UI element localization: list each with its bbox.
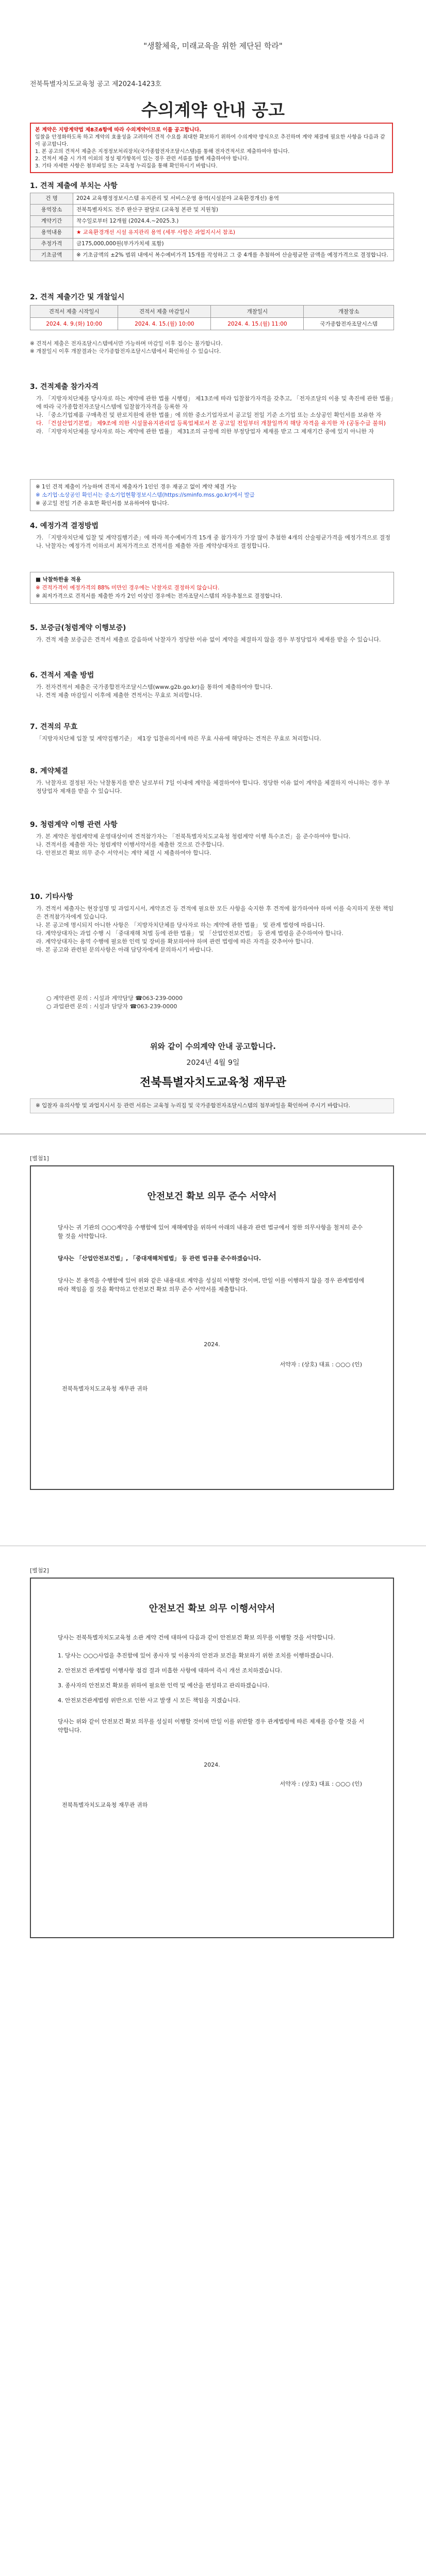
note-line: ※ 견적서 제출은 전자조달시스템에서만 가능하며 마감일 이후 접수는 불가합니다. <box>30 341 223 347</box>
section-title: 2. 견적 제출기간 및 개찰일시 <box>30 293 125 301</box>
list-item: 가. 「지방자치단체 입찰 및 계약집행기준」에 따라 복수예비가격 15개 중 참가자가 가장 많이 추첨한 4개의 산술평균가격을 예정가격으로 결정 <box>36 534 390 541</box>
slogan: "생활체육, 미래교육을 위한 제단된 학라" <box>143 41 283 50</box>
notice-line: 3. 기타 자세한 사항은 첨부파일 또는 교육청 누리집을 통해 확인하시기 바랍니다. <box>35 163 218 169</box>
document-number: 전북특별자치도교육청 공고 제2024-1423호 <box>30 80 161 88</box>
form-recipient: 전북특별자치도교육청 재무관 귀하 <box>62 1802 148 1808</box>
note-block <box>30 340 394 355</box>
contact-line: ○ 계약관련 문의 : 시설과 계약담당 ☎063-239-0000 <box>46 995 183 1002</box>
list-item: 나. 견적서를 제출한 자는 청렴계약 이행서약서를 제출한 것으로 간주합니다. <box>36 841 224 848</box>
list-item: 마. 본 공고와 관련된 문의사항은 아래 담당자에게 문의하시기 바랍니다. <box>36 946 214 953</box>
section-title: 10. 기타사항 <box>30 893 73 901</box>
pricing-list <box>36 534 394 550</box>
notice-line: 본 계약은 지방계약법 제8조6항에 따라 수의계약이므로 이를 공고합니다. <box>35 127 202 133</box>
list-item: 나. 낙찰자는 예정가격 이하로서 최저가격으로 견적서를 제출한 자를 계약상대자로 결정합니다. <box>36 543 270 549</box>
list-item: 가. 전자견적서 제출은 국가종합전자조달시스템(www.g2b.go.kr)을 통하여 제출하여야 합니다. <box>36 684 273 690</box>
box-title: ■ 낙찰하한율 적용 <box>36 577 81 583</box>
section-title: 9. 청렴계약 이행 관련 사항 <box>30 821 118 829</box>
form-item: 2. 안전보건 관계법령 이행사항 점검 결과 미흡한 사항에 대하여 즉시 개선 조치하겠습니다. <box>58 1667 282 1674</box>
section-title: 7. 견적의 무효 <box>30 723 78 731</box>
table-header-cell: 개찰일시 <box>211 306 304 318</box>
form-item: 1. 당사는 ○○○사업을 추진함에 있어 종사자 및 이용자의 안전과 보건을 확보하기 위한 조치를 이행하겠습니다. <box>58 1652 334 1659</box>
integrity-list <box>36 833 394 857</box>
section-title: 4. 예정가격 결정방법 <box>30 522 99 530</box>
list-item: 다. 「건설산업기본법」 제9조에 의한 시설물유지관리업 등록업체로서 본 공고일 전일부터 개찰일까지 해당 자격을 유지한 자 (공동수급 불허) <box>36 420 386 427</box>
contract-info-table <box>30 193 394 261</box>
table-row <box>30 239 394 250</box>
paragraph: 가. 견적 제출 보증금은 견적서 제출로 갈음하며 낙찰자가 정당한 이유 없이 계약을 체결하지 않을 경우 부정당업자 제재를 받을 수 있습니다. <box>36 636 381 643</box>
form-title: 안전보건 확보 의무 준수 서약서 <box>147 1191 277 1202</box>
eligibility-list <box>36 395 394 436</box>
note-line: ※ 1인 견적 제출이 가능하며 견적서 제출자가 1인인 경우 재공고 없이 계약 체결 가능 <box>36 484 237 490</box>
lower-limit-box <box>30 572 394 604</box>
form-title: 안전보건 확보 의무 이행서약서 <box>149 1603 275 1614</box>
eligibility-note-box <box>30 479 394 511</box>
list-item: 라. 「지방자치단체를 당사자로 하는 계약에 관한 법률」 제31조의 규정에 의한 부정당업자 제재를 받고 그 제재기간 중에 있지 아니한 자 <box>36 428 374 435</box>
submission-list <box>36 683 394 700</box>
table-header-row <box>30 306 394 318</box>
note-line: ※ 최저가격으로 견적서를 제출한 자가 2인 이상인 경우에는 전자조달시스템의 자동추첨으로 결정합니다. <box>36 593 283 599</box>
note-line: ※ 개찰일시 이후 개찰결과는 국가종합전자조달시스템에서 확인하실 수 있습니다. <box>30 348 221 354</box>
table-cell: 2024. 4. 15.(월) 10:00 <box>118 318 211 330</box>
table-row <box>30 227 394 239</box>
page-title: 수의계약 안내 공고 <box>141 100 285 120</box>
form-date: 2024. <box>204 1761 220 1768</box>
table-row <box>30 193 394 205</box>
table-header-cell: 용역장소 <box>30 205 73 216</box>
table-cell: 2024. 4. 9.(화) 10:00 <box>30 318 118 330</box>
list-item: 다. 계약상대자는 과업 수행 시 「중대재해 처벌 등에 관한 법률」 및 「산업안전보건법」 등 관계 법령을 준수하여야 합니다. <box>36 930 343 937</box>
table-cell: 착수일로부터 12개월 (2024.4.~2025.3.) <box>73 216 394 227</box>
attachment-tag: [별첨2] <box>30 1567 49 1574</box>
table-row <box>30 318 394 330</box>
notice-line: 1. 본 공고의 견적서 제출은 지정정보처리장치(국가종합전자조달시스템)를 통해 전자견적서로 제출하여야 합니다. <box>35 149 290 155</box>
section-title: 1. 견적 제출에 부치는 사항 <box>30 182 118 190</box>
note-line: ※ 공고일 전일 기준 유효한 확인서를 보유하여야 합니다. <box>36 500 169 506</box>
table-cell: 2024. 4. 15.(월) 11:00 <box>211 318 304 330</box>
closing-text: 위와 같이 수의계약 안내 공고합니다. <box>150 1042 276 1051</box>
notice-box <box>30 123 393 173</box>
note-line: ※ 견적가격이 예정가격의 88% 미만인 경우에는 낙찰자로 결정하지 않습니다. <box>36 585 220 591</box>
list-item: 가. 「지방자치단체를 당사자로 하는 계약에 관한 법률 시행령」 제13조에 따라 입찰참가자격을 갖추고, 「전자조달의 이용 및 촉진에 관한 법률」에 따라 국가종합전자조달시스템에 입찰참가자격을 등록한 자 <box>36 395 394 410</box>
table-cell: 국가종합전자조달시스템 <box>304 318 394 330</box>
schedule-table <box>30 305 394 330</box>
form-signature: 서약자 : (상호) 대표 : ○○○ (인) <box>280 1781 362 1787</box>
paragraph: 가. 낙찰자로 결정된 자는 낙찰통지를 받은 날로부터 7일 이내에 계약을 체결하여야 합니다. 정당한 이유 없이 계약을 체결하지 아니하는 경우 부정당업자 제재를 받을 수 있습니다. <box>36 779 390 794</box>
list-item: 나. 본 공고에 명시되지 아니한 사항은 「지방자치단체를 당사자로 하는 계약에 관한 법률」 및 관계 법령에 따릅니다. <box>36 922 325 928</box>
table-header-cell: 계약기간 <box>30 216 73 227</box>
footer-note-box: ※ 입찰자 유의사항 및 과업지시서 등 관련 서류는 교육청 누리집 및 국가종합전자조달시스템의 첨부파일을 확인하여 주시기 바랍니다. <box>30 1098 394 1113</box>
form-paragraph: 당사는 위와 같이 안전보건 확보 의무를 성실히 이행할 것이며 만일 이를 위반할 경우 관계법령에 따른 제재를 감수할 것을 서약합니다. <box>58 1718 365 1734</box>
section-title: 6. 견적서 제출 방법 <box>30 671 94 680</box>
form-paragraph: 당사는 본 용역을 수행함에 있어 위와 같은 내용대로 계약을 성실히 이행할 것이며, 만일 이를 이행하지 않을 경우 관계법령에 따라 책임을 질 것을 확약하고 안전보건 확보 의무 준수 서약서를 제출합니다. <box>58 1277 365 1293</box>
contact-list <box>46 994 394 1011</box>
form-paragraph: 당사는 전북특별자치도교육청 소관 계약 건에 대하여 다음과 같이 안전보건 확보 의무를 이행할 것을 서약합니다. <box>58 1634 335 1641</box>
signature: 전북특별자치도교육청 재무관 <box>140 1076 286 1089</box>
form-date: 2024. <box>204 1341 220 1348</box>
list-item: 가. 본 계약은 청렴계약제 운영대상이며 견적참가자는 「전북특별자치도교육청 청렴계약 이행 특수조건」을 준수하여야 합니다. <box>36 833 351 840</box>
contact-line: ○ 과업관련 문의 : 시설과 담당자 ☎063-239-0000 <box>46 1003 177 1010</box>
table-row <box>30 205 394 216</box>
table-cell: 전북특별자치도 전주 완산구 팔달로 (교육청 본관 및 지원청) <box>73 205 394 216</box>
notice-date: 2024년 4월 9일 <box>186 1059 240 1067</box>
list-item: 다. 안전보건 확보 의무 준수 서약서는 계약 체결 시 제출하여야 합니다. <box>36 850 211 856</box>
form-signature: 서약자 : (상호) 대표 : ○○○ (인) <box>280 1361 362 1368</box>
section-title: 3. 견적제출 참가자격 <box>30 383 99 391</box>
table-cell: 금175,000,000원(부가가치세 포함) <box>73 239 394 250</box>
attachment-tag: [별첨1] <box>30 1155 49 1162</box>
table-header-cell: 견적서 제출 시작일시 <box>30 306 118 318</box>
table-header-cell: 용역내용 <box>30 227 73 239</box>
page-divider <box>0 1133 426 1134</box>
table-header-cell: 추정가격 <box>30 239 73 250</box>
note-line: ※ 소기업·소상공인 확인서는 중소기업현황정보시스템(https://sminfo.mss.go.kr)에서 발급 <box>36 492 255 498</box>
notice-line: 입찰을 안정화하도록 하고 계약의 효율성을 고려하여 견적 수요를 최대한 확보하기 위하여 수의계약 방식으로 추진하며 계약 체결에 필요한 사항을 다음과 같이 공고합니다. <box>35 134 385 147</box>
list-item: 가. 견적서 제출자는 현장설명 및 과업지시서, 계약조건 등 견적에 필요한 모든 사항을 숙지한 후 견적에 참가하여야 하며 이를 숙지하지 못한 책임은 견적참가자에게 있습니다. <box>36 905 394 920</box>
notice-line: 2. 견적서 제출 시 가격 이외의 정성 평가항목이 있는 경우 관련 서류를 함께 제출하여야 합니다. <box>35 156 249 162</box>
form-paragraph: 당사는 「산업안전보건법」, 「중대재해처벌법」 등 관련 법규를 준수하겠습니다. <box>58 1255 261 1262</box>
table-cell: 2024 교육행정정보시스템 유지관리 및 서비스운영 용역(시설분야 교육환경개선) 용역 <box>73 193 394 205</box>
table-cell: ★ 교육환경개선 시설 유지관리 용역 (세부 사항은 과업지시서 참조) <box>73 227 394 239</box>
table-row <box>30 216 394 227</box>
section-title: 5. 보증금(청렴계약 이행보증) <box>30 624 126 632</box>
safety-pledge-form <box>30 1165 394 1490</box>
table-header-cell: 건 명 <box>30 193 73 205</box>
form-recipient: 전북특별자치도교육청 재무관 귀하 <box>62 1385 148 1392</box>
section-title: 8. 계약체결 <box>30 767 69 775</box>
paragraph: 「지방자치단체 입찰 및 계약집행기준」 제1장 입찰유의서에 따른 무효 사유에 해당하는 견적은 무효로 처리합니다. <box>36 735 321 742</box>
list-item: 라. 계약상대자는 용역 수행에 필요한 인력 및 장비를 확보하여야 하며 관련 법령에 따른 자격을 갖추어야 합니다. <box>36 938 314 945</box>
table-header-cell: 기초금액 <box>30 250 73 261</box>
safety-obligation-form <box>30 1578 394 1938</box>
table-cell: ※ 기초금액의 ±2% 범위 내에서 복수예비가격 15개를 작성하고 그 중 4개를 추첨하여 산술평균한 금액을 예정가격으로 결정합니다. <box>73 250 394 261</box>
table-header-cell: 견적서 제출 마감일시 <box>118 306 211 318</box>
table-header-cell: 개찰장소 <box>304 306 394 318</box>
form-item: 4. 안전보건관계법령 위반으로 인한 사고 발생 시 모든 책임을 지겠습니다. <box>58 1697 240 1704</box>
list-item: 나. 「중소기업제품 구매촉진 및 판로지원에 관한 법률」에 의한 중소기업자로서 공고일 전일 기준 소기업 또는 소상공인 확인서를 보유한 자 <box>36 412 382 418</box>
list-item: 나. 견적 제출 마감일시 이후에 제출한 견적서는 무효로 처리합니다. <box>36 692 202 699</box>
table-row <box>30 250 394 261</box>
misc-list <box>36 905 394 954</box>
form-item: 3. 종사자의 안전보건 확보를 위하여 필요한 인력 및 예산을 편성하고 관리하겠습니다. <box>58 1682 270 1689</box>
form-paragraph: 당사는 귀 기관의 ○○○계약을 수행함에 있어 재해예방을 위하여 아래의 내용과 관련 법규에서 정한 의무사항을 철저히 준수할 것을 서약합니다. <box>58 1224 363 1240</box>
